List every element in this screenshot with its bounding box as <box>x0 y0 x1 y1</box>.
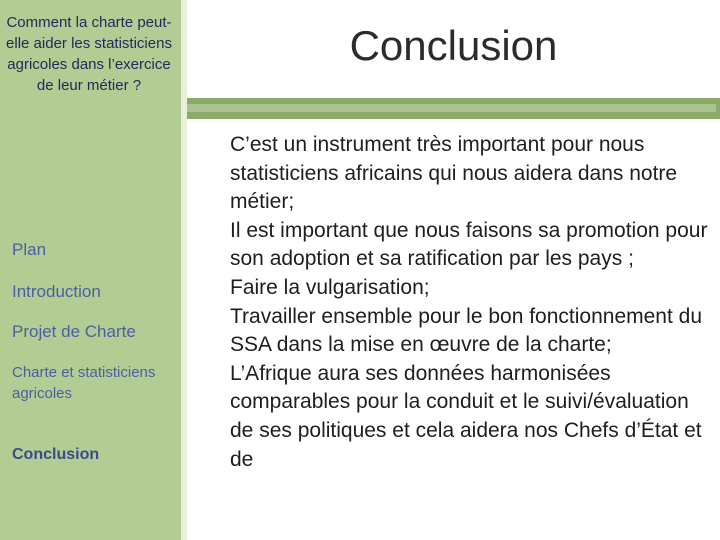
title-divider-inner <box>187 104 716 112</box>
body-paragraph: Faire la vulgarisation; <box>230 275 430 299</box>
body-paragraph: Il est important que nous faisons sa promotion pour son adoption et sa ratification par les pays ; <box>230 218 708 271</box>
decorative-strip <box>181 0 187 540</box>
sidebar-question: Comment la charte peut-elle aider les statisticiens agricoles dans l’exercice de leur métier ? <box>6 14 172 94</box>
nav-item-introduction[interactable]: Introduction <box>12 282 101 301</box>
nav-item-conclusion[interactable]: Conclusion <box>12 446 100 463</box>
slide-body <box>230 131 715 474</box>
nav-item-charte-et-statisticiens[interactable]: Charte et statisticiens agricoles <box>12 364 156 402</box>
body-paragraph: C’est un instrument très important pour nous statisticiens africains qui nous aidera dans notre métier; <box>230 133 678 214</box>
slide-title: Conclusion <box>349 22 558 69</box>
nav-item-projet-de-charte[interactable]: Projet de Charte <box>12 322 136 341</box>
body-paragraph: L’Afrique aura ses données harmonisées comparables pour la conduit et le suivi/évaluation de ses politiques et cela aidera nos Chefs d’État et de <box>230 361 702 471</box>
body-paragraph: Travailler ensemble pour le bon fonctionnement du SSA dans la mise en œuvre de la charte; <box>230 304 702 357</box>
title-divider-bar <box>187 98 720 119</box>
nav-item-plan[interactable]: Plan <box>12 240 47 259</box>
sidebar <box>0 0 182 540</box>
